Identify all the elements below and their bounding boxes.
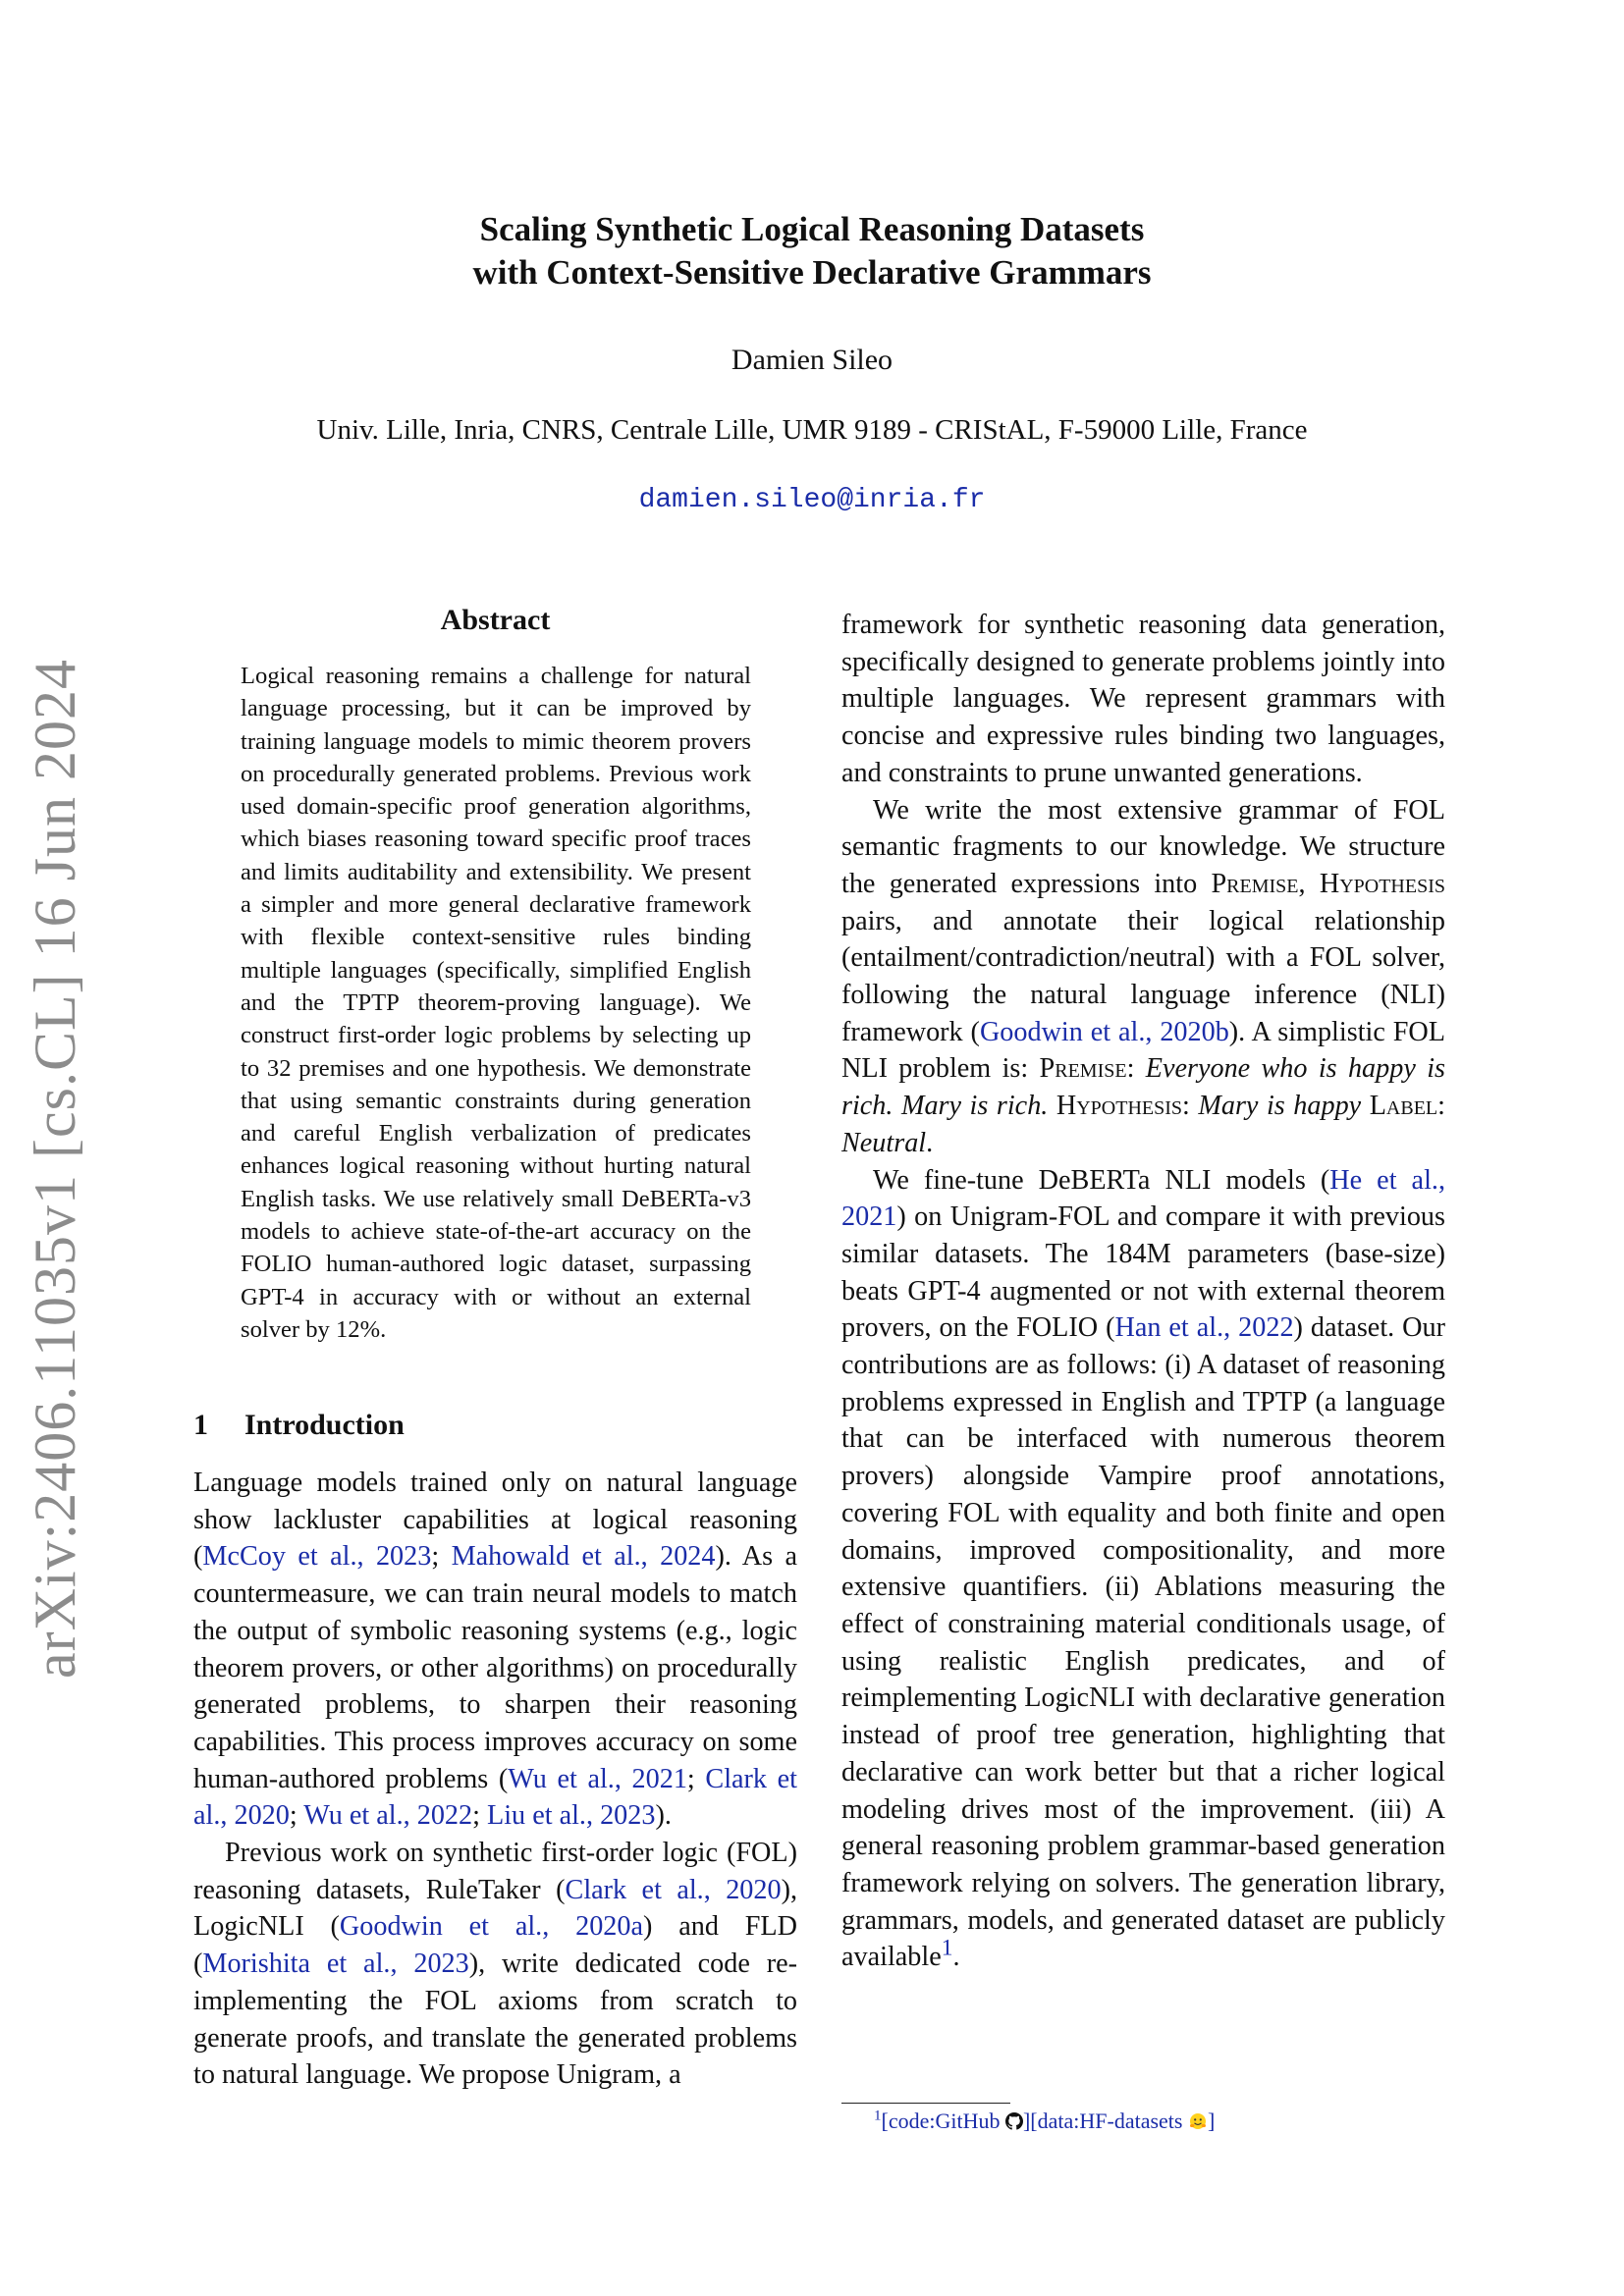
citation-link[interactable]: Wu et al., 2022 [303,1800,473,1832]
right-paragraph-1: framework for synthetic reasoning data generation, specifically designed to generate problems jointly into multiple languages. We represent grammars with concise and expressive rules binding two languages, and constraints to prune unwanted generations. [841,610,1445,788]
footnote-number: 1 [874,2108,882,2124]
paper-title [0,208,1624,294]
right-paragraph-3: We fine-tune DeBERTa NLI models (He et al., 2021) on Unigram-FOL and compare it with previous similar datasets. The 184M parameters (base-size) beats GPT-4 augmented or not with external theorem provers, on the FOLIO (Han et al., 2022) dataset. Our contributions are as follows: (i) A dataset of reasoning problems expressed in English and TPTP (a language that can be interfaced with numerous theorem provers) alongside Vampire proof annotations, covering FOL with equality and both finite and open domains, improved compositionality, and more extensive quantifiers. (ii) Ablations measuring the effect of constraining material conditionals usage, of using realistic English predicates, and of reimplementing LogicNLI with declarative generation instead of proof tree generation, highlighting that declarative can work better but that a richer logical modeling drives most of the improvement. (iii) A general reasoning problem grammar-based generation framework relying on solvers. The generation library, grammars, models, and generated dataset are publicly available$^1$. [841,1164,1446,1973]
intro-paragraph-1: Language models trained only on natural language show lackluster capabilities at logical reasoning (McCoy et al., 2023; Mahowald et al., 2024). As a countermeasure, we can train neural models to match the output of symbolic reasoning systems (e.g., logic theorem provers, or other algorithms) on procedurally generated problems, to sharpen their reasoning capabilities. This process improves accuracy on some human-authored problems (Wu et al., 2021; Clark et al., 2020; Wu et al., 2022; Liu et al., 2023). [193,1468,798,1832]
data-hf-datasets-link[interactable]: ][data:HF-datasets ] [1022,2109,1216,2133]
citation-link[interactable]: Liu et al., 2023 [487,1800,656,1832]
left-column [193,1465,797,2094]
citation-link[interactable]: Han et al., 2022 [1114,1312,1294,1344]
author-email-link[interactable]: damien.sileo@inria.fr [638,485,986,515]
author-name: Damien Sileo [731,344,893,376]
citation-link[interactable]: Mahowald et al., 2024 [451,1541,716,1573]
citation-link[interactable]: Goodwin et al., 2020b [979,1016,1229,1047]
footnote-marker[interactable]: 1 [941,1935,953,1961]
footnote [874,2109,1215,2134]
intro-paragraph-2: Previous work on synthetic first-order logic (FOL) reasoning datasets, RuleTaker (Clark et al., 2020), LogicNLI (Goodwin et al., 2020a) and FLD (Morishita et al., 2023), write dedicated code re-implementing the FOL axioms from scratch to generate proofs, and translate the generated problems to natural language. We propose Unigram, a [193,1838,797,2091]
citation-link[interactable]: He et al., 2021 [841,1164,1445,1233]
right-column [841,607,1445,1976]
abstract-heading: Abstract [440,604,551,636]
citation-link[interactable]: McCoy et al., 2023 [202,1541,432,1573]
code-github-link[interactable]: [code:GitHub [882,2109,1023,2133]
abstract-text: Logical reasoning remains a challenge for natural language processing, but it can be improved by training language models to mimic theorem provers on procedurally generated problems. Previous work used domain-specific proof generation algorithms, which biases reasoning toward specific proof traces and limits auditability and extensibility. We present a simpler and more general declarative framework with flexible context-sensitive rules binding multiple languages (specifically, simplified English and the TPTP theorem-proving language). We construct first-order logic problems by selecting up to 32 premises and one hypothesis. We demonstrate that using semantic constraints during generation and careful English verbalization of predicates enhances logical reasoning without hurting natural English tasks. We use relatively small DeBERTa-v3 models to achieve state-of-the-art accuracy on the FOLIO human-authored logic dataset, surpassing GPT-4 in accuracy with or without an external solver by 12%. [241,663,751,1343]
affiliation: Univ. Lille, Inria, CNRS, Centrale Lille, UMR 9189 - CRIStAL, F-59000 Lille, France [316,414,1308,446]
citation-link[interactable]: Goodwin et al., 2020a [339,1911,643,1943]
title-line-1: Scaling Synthetic Logical Reasoning Datasets [479,210,1145,248]
section-title: Introduction [244,1409,405,1441]
github-icon [1005,2112,1023,2130]
footnote-rule [841,2103,1010,2104]
title-line-2: with Context-Sensitive Declarative Grammars [472,253,1152,292]
hugging-face-icon [1188,2111,1208,2131]
citation-link[interactable]: Morishita et al., 2023 [202,1949,469,1980]
section-heading-introduction [193,1409,405,1442]
section-number: 1 [193,1409,208,1441]
right-paragraph-2: We write the most extensive grammar of FOL semantic fragments to our knowledge. We structure the generated expressions into Premise, Hypothesis pairs, and annotate their logical relationship (entailment/contradiction/neutral) with a FOL solver, following the natural language inference (NLI) framework (Goodwin et al., 2020b). A simplistic FOL NLI problem is: Premise: Everyone who is happy is rich. Mary is rich. Hypothesis: Mary is happy Label: Neutral. [841,794,1446,1158]
arxiv-stamp: arXiv:2406.11035v1 [cs.CL] 16 Jun 2024 [23,658,87,1679]
citation-link[interactable]: Wu et al., 2021 [508,1763,687,1794]
citation-link[interactable]: Clark et al., 2020 [565,1874,782,1905]
citation-link[interactable]: Clark et al., 2020 [193,1763,797,1832]
